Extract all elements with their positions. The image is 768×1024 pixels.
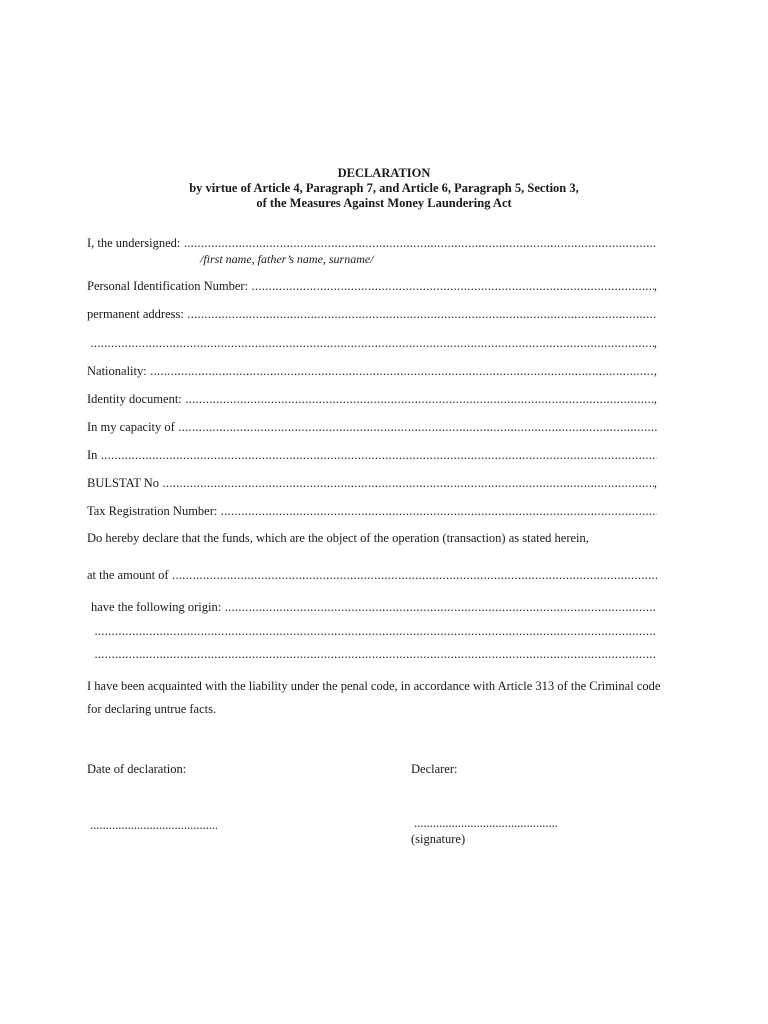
- undersigned-hint: /first name, father’s name, surname/: [200, 252, 374, 266]
- pin-comma: ,: [653, 279, 657, 293]
- signature-label: (signature): [411, 832, 466, 846]
- pin-field[interactable]: [87, 279, 657, 294]
- bulstat-field[interactable]: [87, 476, 657, 491]
- pin-label: Personal Identification Number:: [87, 279, 249, 293]
- identity-comma: ,: [653, 392, 657, 406]
- declaration-text: Do hereby declare that the funds, which are the object of the operation (transaction) as stated herein,: [87, 531, 589, 545]
- undersigned-field[interactable]: [87, 236, 657, 251]
- liability-text: I have been acquainted with the liability under the penal code, in accordance with Article 313 of the Criminal code for declaring untrue facts.: [87, 679, 661, 716]
- tax-blank[interactable]: [217, 504, 657, 519]
- in-field[interactable]: [87, 448, 657, 463]
- page-title: DECLARATION: [337, 166, 431, 180]
- capacity-label: In my capacity of: [87, 420, 175, 434]
- nationality-label: Nationality:: [87, 364, 147, 378]
- address-blank[interactable]: [184, 307, 657, 322]
- tax-field[interactable]: [87, 504, 657, 519]
- nationality-blank[interactable]: [147, 364, 654, 379]
- origin-label: have the following origin:: [91, 600, 222, 614]
- in-blank[interactable]: [97, 448, 657, 463]
- declarer-label: Declarer:: [411, 762, 458, 776]
- origin-continuation-2[interactable]: [91, 647, 657, 662]
- capacity-blank[interactable]: [175, 420, 657, 435]
- address-label: permanent address:: [87, 307, 184, 321]
- amount-label: at the amount of: [87, 568, 169, 582]
- origin-blank-2[interactable]: [91, 624, 657, 639]
- identity-blank[interactable]: [182, 392, 654, 407]
- amount-field[interactable]: [87, 568, 657, 583]
- address-continuation-blank[interactable]: [87, 336, 654, 351]
- origin-blank-3[interactable]: [91, 647, 657, 662]
- bulstat-label: BULSTAT No: [87, 476, 160, 490]
- undersigned-label: I, the undersigned:: [87, 236, 181, 250]
- identity-label: Identity document:: [87, 392, 182, 406]
- undersigned-blank[interactable]: [180, 236, 657, 251]
- bulstat-comma: ,: [653, 476, 657, 490]
- address-field[interactable]: [87, 307, 657, 322]
- address-continuation-field[interactable]: [87, 336, 657, 351]
- amount-blank[interactable]: [169, 568, 657, 583]
- bulstat-blank[interactable]: [159, 476, 654, 491]
- origin-continuation-1[interactable]: [91, 624, 657, 639]
- origin-blank[interactable]: [221, 600, 657, 615]
- nationality-field[interactable]: [87, 364, 657, 379]
- date-blank[interactable]: [87, 818, 217, 837]
- tax-label: Tax Registration Number:: [87, 504, 218, 518]
- pin-blank[interactable]: [248, 279, 654, 294]
- subtitle-line-2: of the Measures Against Money Laundering Act: [256, 196, 512, 210]
- in-label: In: [87, 448, 98, 462]
- capacity-field[interactable]: [87, 420, 657, 435]
- address-continuation-comma: ,: [653, 336, 657, 350]
- subtitle-line-1: by virtue of Article 4, Paragraph 7, and Article 6, Paragraph 5, Section 3,: [189, 181, 579, 195]
- nationality-comma: ,: [653, 364, 657, 378]
- identity-field[interactable]: [87, 392, 657, 407]
- date-label: Date of declaration:: [87, 762, 187, 776]
- origin-field[interactable]: [91, 600, 657, 615]
